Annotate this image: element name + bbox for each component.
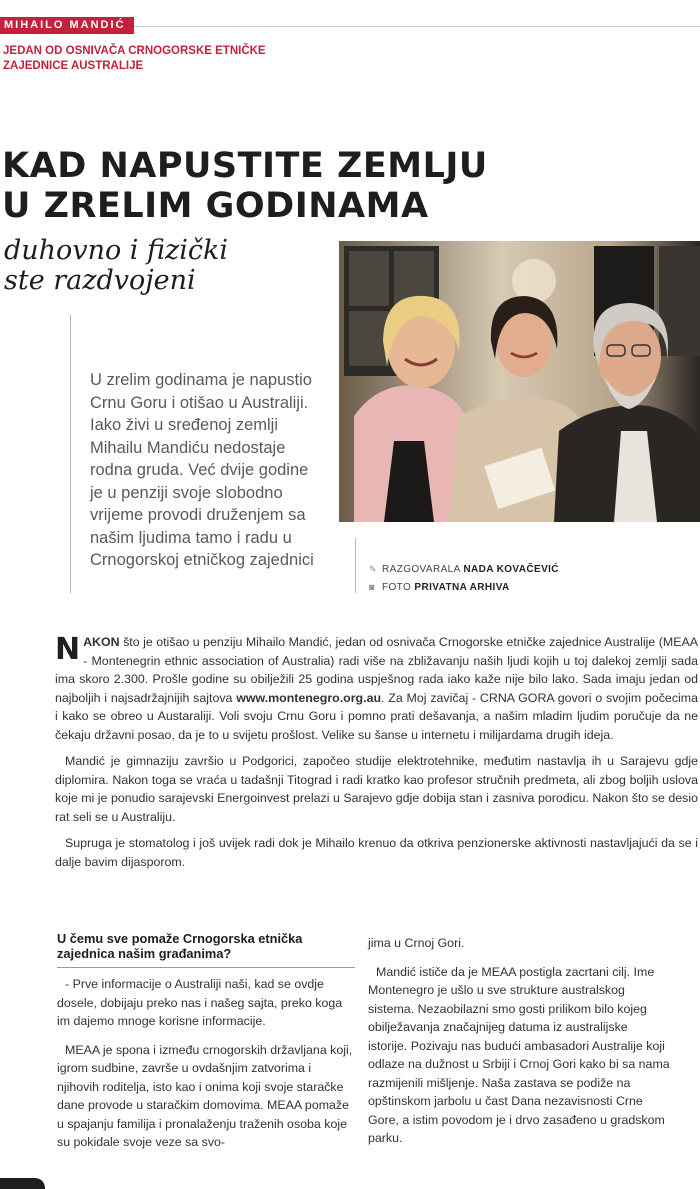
- subhead-line-2: ste razdvojeni: [4, 265, 196, 296]
- headline: [2, 146, 642, 226]
- headline-line-2: U ZRELIM GODINAMA: [2, 186, 429, 226]
- subhead-line-1: duhovno i fizički: [4, 235, 229, 266]
- left-paragraph-2: MEAA je spona i između crnogorskih državljana koji, igrom sudbine, završe u ovdašnjim zatvorima i njihovih roditelja, isto kao i onima koji svoje staračke dane provode u staračkim domovima. MEAA pomaže u spajanju familija i pronalaženju traženih osoba koje su pokidale svoje veze sa svo-: [57, 1042, 353, 1149]
- website-link[interactable]: www.montenegro.org.au: [236, 690, 382, 705]
- subheadline: [4, 236, 334, 296]
- body-paragraph-3: Supruga je stomatolog i još uvijek radi dok je Mihailo krenuo da otkriva penzionerske aktivnosti nastavljajući da se i dalje bavim dijasporom.: [55, 836, 698, 869]
- page-corner-mark: [0, 1178, 45, 1189]
- interview-photo: [339, 241, 700, 522]
- right-paragraph-1: Mandić ističe da je MEAA postigla zacrtani cilj. Ime Montenegro je ušlo u sve strukture australskog sistema. Nezaobilazni smo gosti prilikom bilo kojeg obilježavanja značajnijeg datuma iz australijske istorije. Pozivaju nas budući ambasadori Australije koji odlaze na dužnost u Srbiji i Crnoj Gori kako bi sa nama razmijenili mišljenje. Naša zastava se podiže na opštinskom jarbolu u čast Dana nezavisnosti Crne Gore, a istim povodom je i drvo zasađeno u gradskom parku.: [368, 964, 670, 1145]
- interview-credit: [369, 564, 559, 575]
- photo-illustration: [339, 241, 700, 522]
- lead-paragraph: U zrelim godinama je napustio Crnu Goru i otišao u Australiji. Iako živi u sređenoj zemlji Mihailu Mandiću nedostaje rodna gruda. Već dvije godine je u penziji svoje slobodno vrijeme provodi druženjem sa našim ljudima tamo i radu u Crnogorskoj etničkog zajednici: [90, 371, 314, 569]
- left-paragraph-1: - Prve informacije o Australiji naši, kad se ovdje dosele, dobijaju preko nas i našeg sajta, preko koga im dajemo mnoge korisne informacije.: [57, 977, 343, 1028]
- photo-name: PRIVATNA ARHIVA: [414, 582, 510, 593]
- interview-name: NADA KOVAČEVIĆ: [463, 564, 559, 575]
- article-body: [55, 633, 698, 879]
- question-heading: U čemu sve pomaže Crnogorska etnička zajednica našim građanima?: [57, 931, 355, 968]
- pen-icon: ✎: [369, 564, 377, 574]
- right-paragraph-0: jima u Crnoj Gori.: [368, 936, 465, 950]
- interview-label: RAZGOVARALA: [382, 564, 461, 575]
- camera-icon: ◙: [369, 582, 375, 592]
- author-role: JEDAN OD OSNIVAČA CRNOGORSKE ETNIČKE ZAJEDNICE AUSTRALIJE: [3, 45, 266, 72]
- body-paragraph-1: [55, 633, 698, 744]
- photo-credit: [369, 582, 510, 593]
- body-p1-text-b: . Za Moj zavičaj - CRNA GORA govori o svojim počecima i kako se obreo u Austaraliji. Voli svoju Crnu Goru i pomno prati dešavanja, a našim mladim ljudim poručuje da ne čekaju državni posao, da je to u svijetu prošlost. Velike su šanse u internetu i milijardama drugih ideja.: [55, 690, 698, 742]
- opening-word: AKON: [83, 635, 120, 649]
- credits-rule: [355, 538, 356, 593]
- body-p1-text-a: što je otišao u penziju Mihailo Mandić, jedan od osnivača Crnogorske etničke zajednice Australije (MEAA - Montenegrin ethnic association of Australia) radi više na zbližavanju naših ljudi kojih u toj dalekoj zemlji sada ima skoro 2.300. Prošle godine su obilježili 25 godina uspješnog rada iako kaže nije bilo lako. Sada imaju jedan od najboljih i najsadržajnijih sajtova: [55, 635, 698, 705]
- headline-line-1: KAD NAPUSTITE ZEMLJU: [2, 146, 488, 186]
- lead-rule: [70, 315, 71, 593]
- left-column: [57, 931, 355, 1162]
- dropcap: N: [55, 632, 81, 667]
- photo-label: FOTO: [382, 582, 412, 593]
- author-tag: MIHAILO MANDIĆ: [0, 17, 134, 34]
- body-paragraph-2: Mandić je gimnaziju završio u Podgorici, započeo studije elektrotehnike, međutim nastavlja ih u Sarajevu gdje diplomira. Nakon toga se vraća u tadašnji Titograd i radi kratko kao profesor stručnih predmeta, ali zbog boljih uslova koje mi je ponudio sarajevski Energoinvest prelazi u Sarajevo gdje dobija stan i zasniva porodicu. Nakon što se desio rat seli se u Australiju.: [55, 754, 698, 824]
- right-column: [368, 934, 670, 1158]
